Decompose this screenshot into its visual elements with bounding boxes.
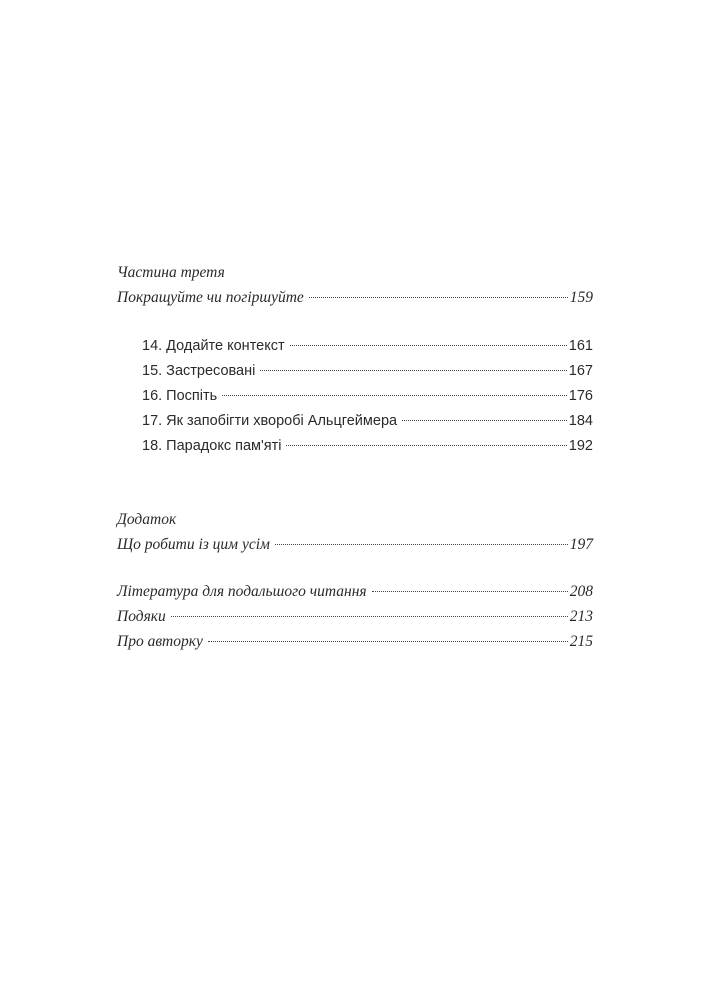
toc-entry-label: Подяки bbox=[117, 608, 166, 625]
toc-entry-label: 14. Додайте контекст bbox=[142, 338, 285, 354]
toc-entry-label: 15. Застресовані bbox=[142, 363, 256, 379]
toc-entry-chapter-15[interactable] bbox=[117, 359, 593, 384]
toc-entry-appendix[interactable] bbox=[117, 532, 593, 557]
toc-entry-chapter-16[interactable] bbox=[117, 384, 593, 409]
dot-leader bbox=[402, 420, 567, 421]
toc-entry-chapter-14[interactable] bbox=[117, 334, 593, 359]
toc-page-number: 167 bbox=[568, 363, 593, 379]
toc-entry-label: Що робити із цим усім bbox=[117, 536, 270, 553]
dot-leader bbox=[286, 445, 566, 446]
part-three-heading: Частина третя bbox=[117, 264, 225, 281]
toc-entry-label: 18. Парадокс пам'яті bbox=[142, 438, 282, 454]
toc-page-number: 159 bbox=[569, 289, 593, 306]
toc-entry-part-three[interactable] bbox=[117, 285, 593, 310]
toc-entry-label: Література для подальшого читання bbox=[117, 583, 367, 600]
toc-page-number: 176 bbox=[568, 388, 593, 404]
appendix-heading: Додаток bbox=[117, 511, 177, 528]
toc-entry-label: Про авторку bbox=[117, 633, 203, 650]
dot-leader bbox=[171, 616, 568, 617]
dot-leader bbox=[208, 641, 568, 642]
toc-entry-label: Покращуйте чи погіршуйте bbox=[117, 289, 304, 306]
dot-leader bbox=[309, 297, 568, 298]
toc-page-number: 184 bbox=[568, 413, 593, 429]
toc-entry-about-author[interactable] bbox=[117, 629, 593, 654]
toc-page-number: 215 bbox=[569, 633, 593, 650]
toc-entry-label: 16. Поспіть bbox=[142, 388, 218, 404]
table-of-contents bbox=[117, 260, 593, 654]
toc-entry-further-reading[interactable] bbox=[117, 579, 593, 604]
toc-page-number: 208 bbox=[569, 583, 593, 600]
toc-entry-chapter-18[interactable] bbox=[117, 434, 593, 459]
toc-page-number: 197 bbox=[569, 536, 593, 553]
dot-leader bbox=[372, 591, 568, 592]
toc-page-number: 192 bbox=[568, 438, 593, 454]
toc-page-number: 213 bbox=[569, 608, 593, 625]
dot-leader bbox=[260, 370, 566, 371]
toc-entry-acknowledgements[interactable] bbox=[117, 604, 593, 629]
dot-leader bbox=[290, 345, 567, 346]
dot-leader bbox=[222, 395, 567, 396]
toc-page-number: 161 bbox=[568, 338, 593, 354]
toc-entry-label: 17. Як запобігти хворобі Альцгеймера bbox=[142, 413, 398, 429]
dot-leader bbox=[275, 544, 568, 545]
toc-entry-chapter-17[interactable] bbox=[117, 409, 593, 434]
